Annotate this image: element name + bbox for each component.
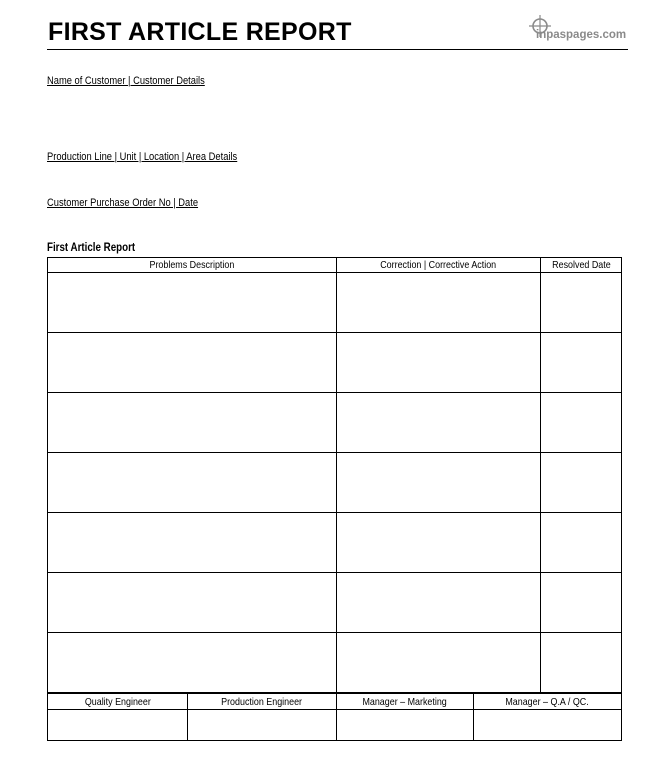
table-row [48, 393, 622, 453]
column-header-resolved-date [541, 258, 622, 273]
table-row [48, 453, 622, 513]
corrective-action-cell[interactable] [337, 633, 541, 693]
corrective-action-cell[interactable] [337, 573, 541, 633]
column-header-problems [48, 258, 337, 273]
resolved-date-cell[interactable] [541, 273, 622, 333]
problem-description-cell[interactable] [48, 513, 337, 573]
signature-cell-manager-qa[interactable] [474, 710, 622, 741]
page-title: FIRST ARTICLE REPORT [48, 18, 352, 46]
production-line-field[interactable]: Production Line | Unit | Location | Area Details [47, 151, 238, 163]
problem-description-cell[interactable] [48, 573, 337, 633]
column-header-label: Correction | Corrective Action [380, 259, 497, 271]
signature-header-quality-engineer [48, 694, 188, 710]
customer-details-field[interactable]: Name of Customer | Customer Details [47, 75, 205, 87]
signature-header-manager-qa [474, 694, 622, 710]
column-header-label: Problems Description [149, 259, 235, 271]
signature-cell-manager-marketing[interactable] [337, 710, 474, 741]
table-row [48, 273, 622, 333]
signature-label: Manager – Marketing [362, 695, 448, 708]
problem-description-cell[interactable] [48, 453, 337, 513]
corrective-action-cell[interactable] [337, 513, 541, 573]
signature-cell-production-engineer[interactable] [188, 710, 337, 741]
resolved-date-cell[interactable] [541, 573, 622, 633]
resolved-date-cell[interactable] [541, 513, 622, 573]
table-row [48, 633, 622, 693]
resolved-date-cell[interactable] [541, 333, 622, 393]
signature-header-production-engineer [188, 694, 337, 710]
corrective-action-cell[interactable] [337, 273, 541, 333]
problem-description-cell[interactable] [48, 273, 337, 333]
resolved-date-cell[interactable] [541, 453, 622, 513]
title-divider [47, 49, 628, 50]
watermark-logo [526, 15, 626, 45]
corrective-action-cell[interactable] [337, 453, 541, 513]
signature-label: Quality Engineer [84, 695, 151, 708]
signature-label: Manager – Q.A / QC. [505, 695, 590, 708]
signature-header-row [48, 694, 622, 710]
table-row [48, 513, 622, 573]
corrective-action-cell[interactable] [337, 393, 541, 453]
signature-header-manager-marketing [337, 694, 474, 710]
signature-table [47, 693, 622, 741]
table-row [48, 333, 622, 393]
report-table-header [48, 258, 622, 273]
purchase-order-field[interactable]: Customer Purchase Order No | Date [47, 197, 199, 209]
signature-cell-quality-engineer[interactable] [48, 710, 188, 741]
report-table [47, 257, 622, 693]
resolved-date-cell[interactable] [541, 393, 622, 453]
problem-description-cell[interactable] [48, 393, 337, 453]
corrective-action-cell[interactable] [337, 333, 541, 393]
column-header-label: Resolved Date [551, 259, 611, 271]
signature-label: Production Engineer [221, 695, 303, 708]
table-row [48, 573, 622, 633]
resolved-date-cell[interactable] [541, 633, 622, 693]
watermark-text: inpaspages.com [536, 29, 627, 41]
signature-row [48, 710, 622, 741]
column-header-correction [337, 258, 541, 273]
problem-description-cell[interactable] [48, 333, 337, 393]
section-heading: First Article Report [47, 242, 136, 254]
problem-description-cell[interactable] [48, 633, 337, 693]
